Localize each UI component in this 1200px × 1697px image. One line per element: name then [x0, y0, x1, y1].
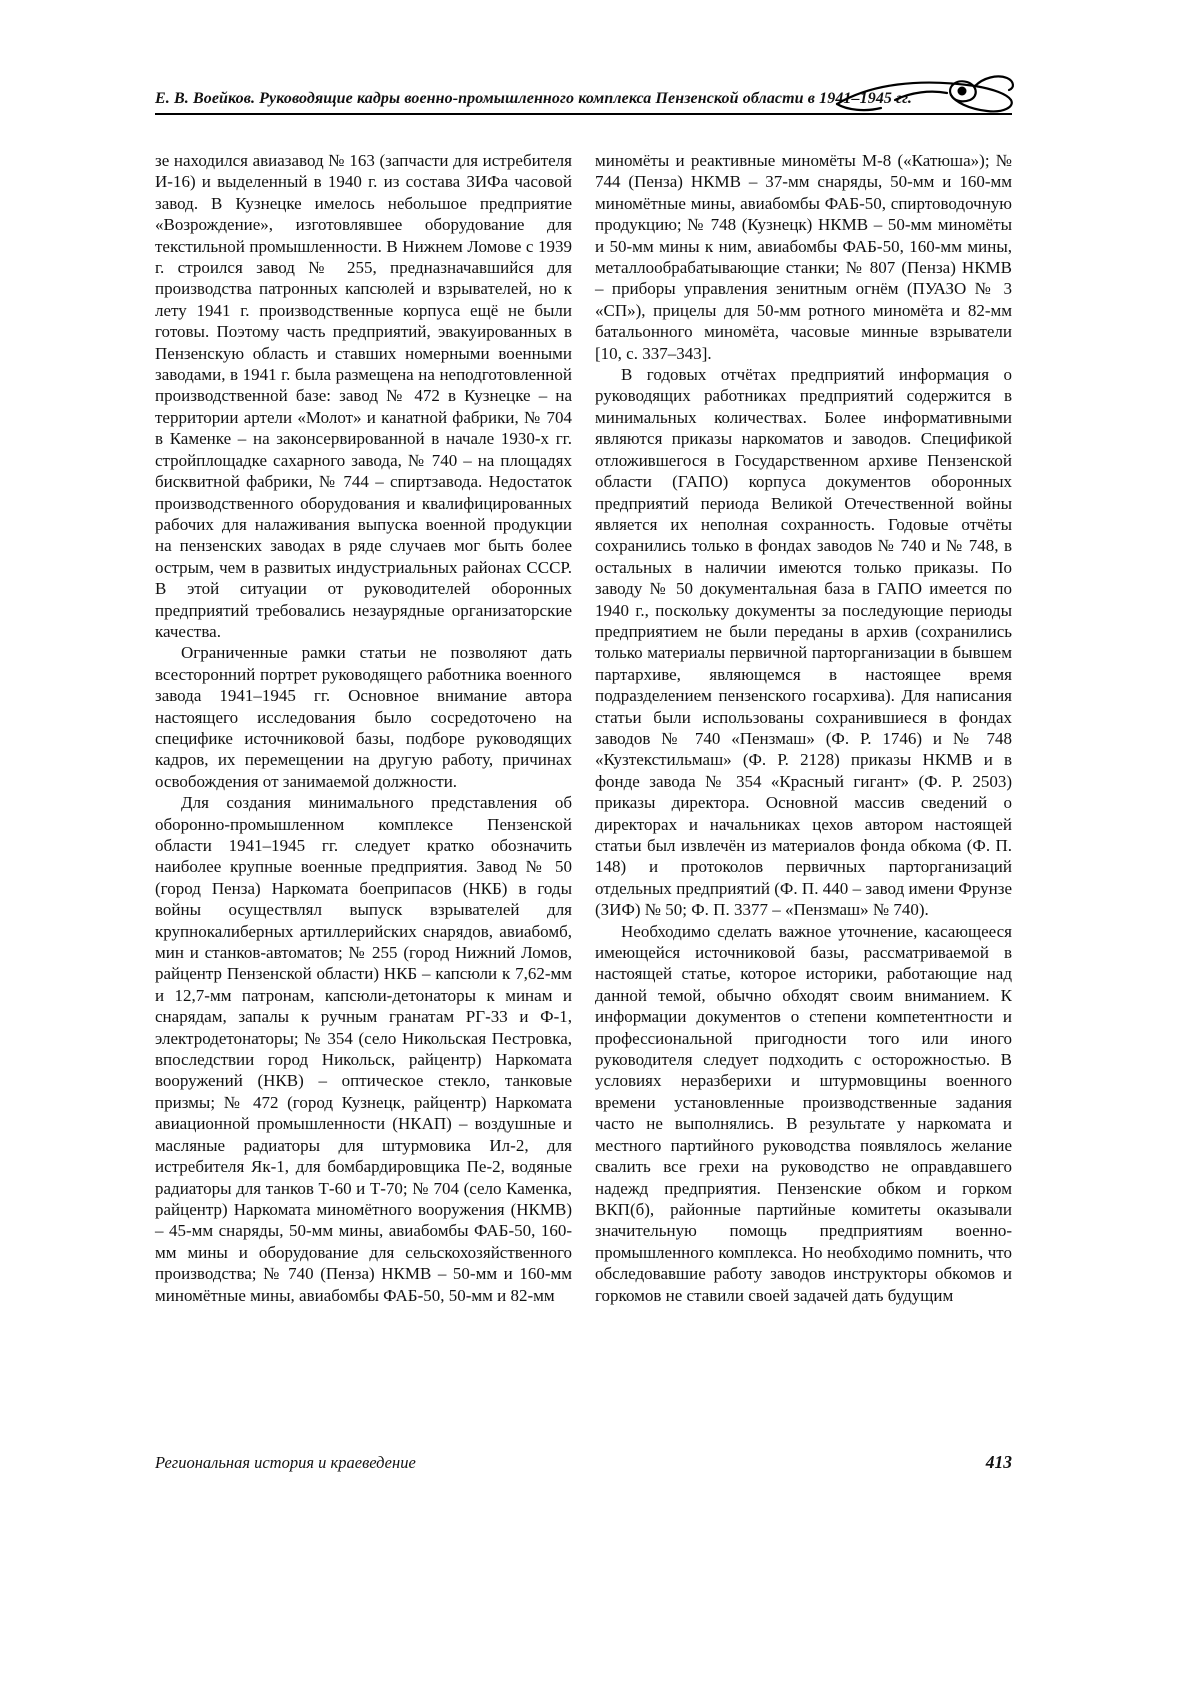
paragraph: зе находился авиазавод № 163 (запчасти для истребителя И-16) и выделенный в 1940 г. из состава ЗИФа часовой завод. В Кузнецке имелось небольшое предприятие «Возрождение», изготовлявшее оборудование для текстильной промышленности. В Нижнем Ломове с 1939 г. строился завод № 255, предназначавшийся для производства патронных капсюлей и взрывателей, но к лету 1941 г. производственные корпуса ещё не были готовы. Поэтому часть предприятий, эвакуированных в Пензенскую область и ставших номерными военными заводами, в 1941 г. была размещена на неподготовленной производственной базе: завод № 472 в Кузнецке – на территории артели «Молот» и канатной фабрики, № 704 в Каменке – на законсервированной в начале 1930-х гг. стройплощадке сахарного завода, № 740 – на площадях бисквитной фабрики, № 744 – спиртзавода. Недостаток производственного оборудования и квалифицированных рабочих для налаживания выпуска военной продукции на пензенских заводах в ряде случаев мог быть более острым, чем в развитых индустриальных районах СССР. В этой ситуации от руководителей оборонных предприятий требовались незаурядные организаторские качества.	[155, 151, 572, 641]
paragraph: В годовых отчётах предприятий информация о руководящих работниках предприятий содержится в минимальных количествах. Более информативными являются приказы наркоматов и заводов. Спецификой отложившегося в Государственном архиве Пензенской области (ГАПО) корпуса документов оборонных предприятий периода Великой Отечественной войны является их неполная сохранность. Годовые отчёты сохранились только в фондах заводов № 740 и № 748, в остальных в наличии имеются только приказы. По заводу № 50 документальная база в ГАПО имеется по 1940 г., поскольку документы за последующие периоды предприятием не были переданы в архив (сохранились только материалы первичной парторганизации в бывшем партархиве, являющемся в настоящее время подразделением пензенского госархива). Для написания статьи были использованы сохранившиеся в фондах заводов № 740 «Пензмаш» (Ф. Р. 1746) и № 748 «Кузтекстильмаш» (Ф. Р. 2128) приказы НКМВ и в фонде завода № 354 «Красный гигант» (Ф. Р. 2503) приказы директора. Основной массив сведений о директорах и начальниках цехов автором настоящей статьи был извлечён из материалов фонда обкома (Ф. П. 148) и протоколов первичных парторганизаций отдельных предприятий (Ф. П. 440 – завод имени Фрунзе (ЗИФ) № 50; Ф. П. 3377 – «Пензмаш» № 740).	[595, 365, 1012, 920]
running-title: Е. В. Воейков. Руководящие кадры военно-промышленного комплекса Пензенской области в 1941–1945 гг.	[155, 90, 913, 107]
paragraph: Для создания минимального представления об оборонно-промышленном комплексе Пензенской области 1941–1945 гг. следует кратко обозначить наиболее крупные военные предприятия. Завод № 50 (город Пенза) Наркомата боеприпасов (НКБ) в годы войны осуществлял выпуск взрывателей для крупнокалиберных артиллерийских снарядов, авиабомб, мин и станков-автоматов; № 255 (город Нижний Ломов, райцентр Пензенской области) НКБ – капсюли к 7,62-мм и 12,7-мм патронам, капсюли-детонаторы к минам и снарядам, запалы к ручным гранатам РГ-33 и Ф-1, электродетонаторы; № 354 (село Никольская Пестровка, впоследствии город Никольск, райцентр) Наркомата вооружений (НКВ) – оптическое стекло, танковые призмы; № 472 (город Кузнецк, райцентр) Наркомата авиационной промышленности (НКАП) – воздушные и масляные радиаторы для штурмовика Ил-2, для истребителя Як-1, для бомбардировщика Пе-2, водяные радиаторы для танков Т-60 и Т-70; № 704 (село Каменка, райцентр) Наркомата миномётного вооружения (НКМВ) – 45-мм снаряды, 50-мм мины, авиабомбы ФАБ-50, 160-мм мины и оборудование для сельскохозяйственного производства; № 740 (Пенза) НКМВ – 50-мм и 160-мм миномётные мины, авиабомбы ФАБ-50, 50-мм и 82-мм	[155, 793, 572, 1305]
footer-page-number: 413	[985, 1452, 1012, 1472]
page-footer	[155, 1452, 1012, 1473]
footer-journal-title: Региональная история и краеведение	[155, 1453, 416, 1472]
header-rule	[155, 113, 1012, 115]
column-right	[595, 150, 1012, 1306]
page	[155, 0, 1012, 1697]
paragraph: миномёты и реактивные миномёты М-8 («Катюша»); № 744 (Пенза) НКМВ – 37-мм снаряды, 50-мм и 160-мм миномётные мины, авиабомбы ФАБ-50, спиртоводочную продукцию; № 748 (Кузнецк) НКМВ – 50-мм миномёты и 50-мм мины к ним, авиабомбы ФАБ-50, 160-мм мины, металлообрабатывающие станки; № 807 (Пенза) НКМВ – приборы управления зенитным огнём (ПУАЗО № 3 «СП»), прицелы для 50-мм ротного миномёта и 82-мм батальонного миномёта, часовые минные взрыватели [10, с. 337–343].	[595, 151, 1012, 363]
paragraph: Необходимо сделать важное уточнение, касающееся имеющейся источниковой базы, рассматриваемой в настоящей статье, которое историки, работающие над данной темой, обычно обходят своим вниманием. К информации документов о степени компетентности и профессиональной пригодности того или иного руководителя следует подходить с осторожностью. В условиях неразберихи и штурмовщины военного времени установленные производственные задания часто не выполнялись. В результате у наркомата и местного партийного руководства появлялось желание свалить все грехи на руководство не оправдавшего надежд предприятия. Пензенские обком и горком ВКП(б), районные партийные комитеты оказывали значительную помощь предприятиям военно-промышленного комплекса. Но необходимо помнить, что обследовавшие работу заводов инструкторы обкомов и горкомов не ставили своей задачей дать будущим	[595, 921, 1012, 1305]
column-left	[155, 150, 572, 1306]
paragraph: Ограниченные рамки статьи не позволяют дать всесторонний портрет руководящего работника военного завода 1941–1945 гг. Основное внимание автора настоящего исследования было сосредоточено на специфике источниковой базы, подборе руководящих кадров, их перемещении на другую работу, причинах освобождения от занимаемой должности.	[155, 643, 572, 791]
article-body	[155, 150, 1012, 1306]
